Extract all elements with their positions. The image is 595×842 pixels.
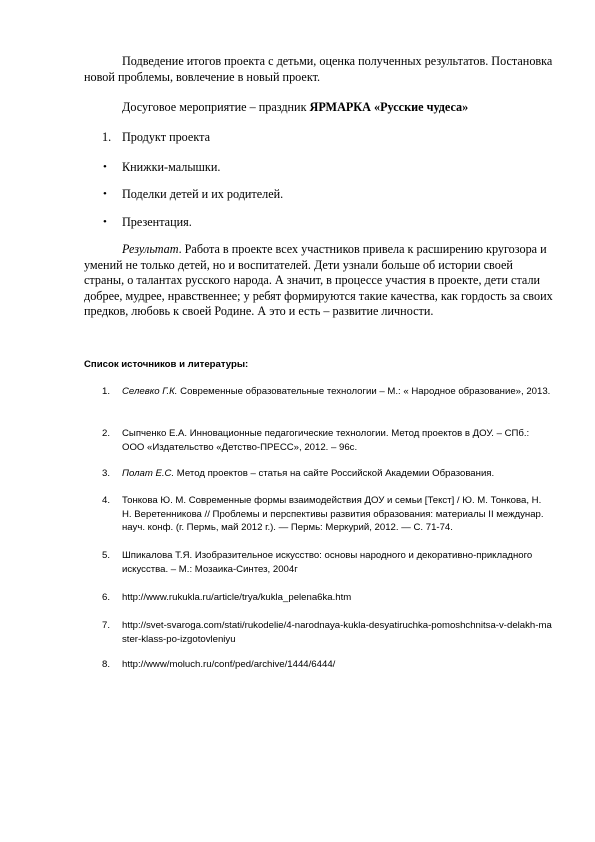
reference-item: Шпикалова Т.Я. Изобразительное искусство: основы народного и декоративно-прикладного искусства. – М.: Мозаика-Синтез, 2004г — [122, 550, 533, 575]
reference-item: Тонкова Ю. М. Современные формы взаимодействия ДОУ и семьи [Текст] / Ю. М. Тонкова, Н. Н. Веретенникова // Проблемы и перспективы развития образования: материалы II междунар. науч. конф. (г. Пермь, май 2012 г.). — Пермь: Меркурий, 2012. — С. 71-74. — [122, 495, 544, 534]
event-paragraph — [84, 100, 554, 116]
reference-link[interactable]: http://www.rukukla.ru/article/trya/kukla_pelena6ka.htm — [122, 592, 352, 603]
reference-number: 5. — [102, 550, 111, 561]
references-heading: Список источников и литературы: — [84, 359, 249, 370]
reference-number: 7. — [102, 620, 111, 631]
reference-item: Сыпченко Е.А. Инновационные педагогические технологии. Метод проектов в ДОУ. – СПб.: ООО «Издательство «Детство-ПРЕСС», 2012. – 96с. — [122, 428, 530, 453]
reference-author: Селевко Г.К. — [122, 386, 178, 397]
result-text: . Работа в проекте всех участников привела к расширению кругозора и умений не только детей, но и воспитателей. Дети узнали больше об истории своей страны, о талантах русского народа. А значит, в процессе участия в проекте, дети стали добрее, мудрее, нравственнее; у ребят формируются такие качества, как гордость за своих предков, любовь к своей Родине. А это и есть – развитие личности. — [84, 242, 553, 319]
reference-number: 3. — [102, 468, 111, 479]
product-item: Поделки детей и их родителей. — [122, 187, 284, 201]
product-number: 1. — [102, 130, 112, 144]
reference-number: 6. — [102, 592, 111, 603]
event-prefix: Досуговое мероприятие – праздник — [122, 100, 310, 114]
reference-number: 8. — [102, 659, 111, 670]
reference-number: 1. — [102, 386, 111, 397]
reference-item: Полат Е.С. Метод проектов – статья на сайте Российской Академии Образования. — [122, 468, 495, 479]
reference-link[interactable]: http://www/moluch.ru/conf/ped/archive/1444/6444/ — [122, 659, 336, 670]
product-title: Продукт проекта — [122, 130, 210, 144]
reference-number: 2. — [102, 428, 111, 439]
result-label: Результат — [122, 242, 179, 256]
reference-item: Селевко Г.К. Современные образовательные технологии – М.: « Народное образование», 2013. — [122, 386, 551, 397]
result-paragraph — [84, 242, 554, 320]
reference-number: 4. — [102, 495, 111, 506]
reference-link[interactable]: http://svet-svaroga.com/stati/rukodelie/4-narodnaya-kukla-desyatiruchka-pomoshchnitsa-v-delakh-master-klass-po-izgotovleniyu — [122, 620, 552, 645]
product-item: Книжки-малышки. — [122, 160, 221, 174]
bullet-icon: • — [103, 161, 107, 173]
summary-paragraph: Подведение итогов проекта с детьми, оценка полученных результатов. Постановка новой проблемы, вовлечение в новый проект. — [84, 54, 553, 84]
bullet-icon: • — [103, 188, 107, 200]
bullet-icon: • — [103, 216, 107, 228]
event-title: ЯРМАРКА «Русские чудеса» — [309, 100, 469, 114]
product-item: Презентация. — [122, 215, 192, 229]
reference-author: Полат Е.С. — [122, 468, 175, 479]
